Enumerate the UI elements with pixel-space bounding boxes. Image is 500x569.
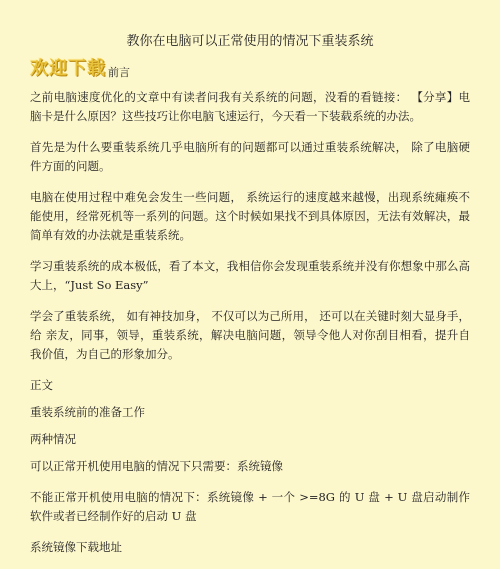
document-body <box>30 88 470 569</box>
paragraph-case-abnormal: 不能正常开机使用电脑的情况下：系统镜像 + 一个 >=8G 的 U 盘 + U 盘启动制作软件或者已经制作好的启动 U 盘 <box>30 490 470 523</box>
heading-two-cases: 两种情况 <box>30 432 76 446</box>
welcome-download-logo: 欢迎下载 <box>30 58 106 79</box>
header-logo <box>30 54 130 80</box>
page-title: 教你在电脑可以正常使用的情况下重装系统 <box>126 34 374 49</box>
paragraph-benefits: 学会了重装系统， 如有神技加身， 不仅可以为己所用， 还可以在关键时刻大显身手， 给 亲友，同事，领导，重装系统，解决电脑问题，领导令他人对你刮目相看，提升自我价值，为自己的形象加分。 <box>30 309 470 361</box>
paragraph-cost: 学习重装系统的成本极低，看了本文，我相信你会发现重装系统并没有你想象中那么高大上，“Just So Easy” <box>30 259 470 292</box>
paragraph-intro: 之前电脑速度优化的文章中有读者问我有关系统的问题，没看的看链接： 【分享】电脑卡是什么原因？这些技巧让你电脑飞速运行，今天看一下装载系统的办法。 <box>30 90 470 123</box>
paragraph-problems: 电脑在使用过程中难免会发生一些问题， 系统运行的速度越来越慢，出现系统瘫痪不能使用，经常死机等一系列的问题。这个时候如果找不到具体原因，无法有效解决，最简单有效的办法就是重装系统。 <box>30 190 470 242</box>
heading-image-download: 系统镜像下载地址 <box>30 540 122 554</box>
paragraph-why-reinstall: 首先是为什么要重装系统几乎电脑所有的问题都可以通过重装系统解决， 除了电脑硬件方面的问题。 <box>30 140 470 173</box>
preface-label: 前言 <box>108 66 130 79</box>
heading-preparation: 重装系统前的准备工作 <box>30 405 145 419</box>
heading-main-text: 正文 <box>30 378 53 392</box>
paragraph-case-normal: 可以正常开机使用电脑的情况下只需要：系统镜像 <box>30 459 283 473</box>
